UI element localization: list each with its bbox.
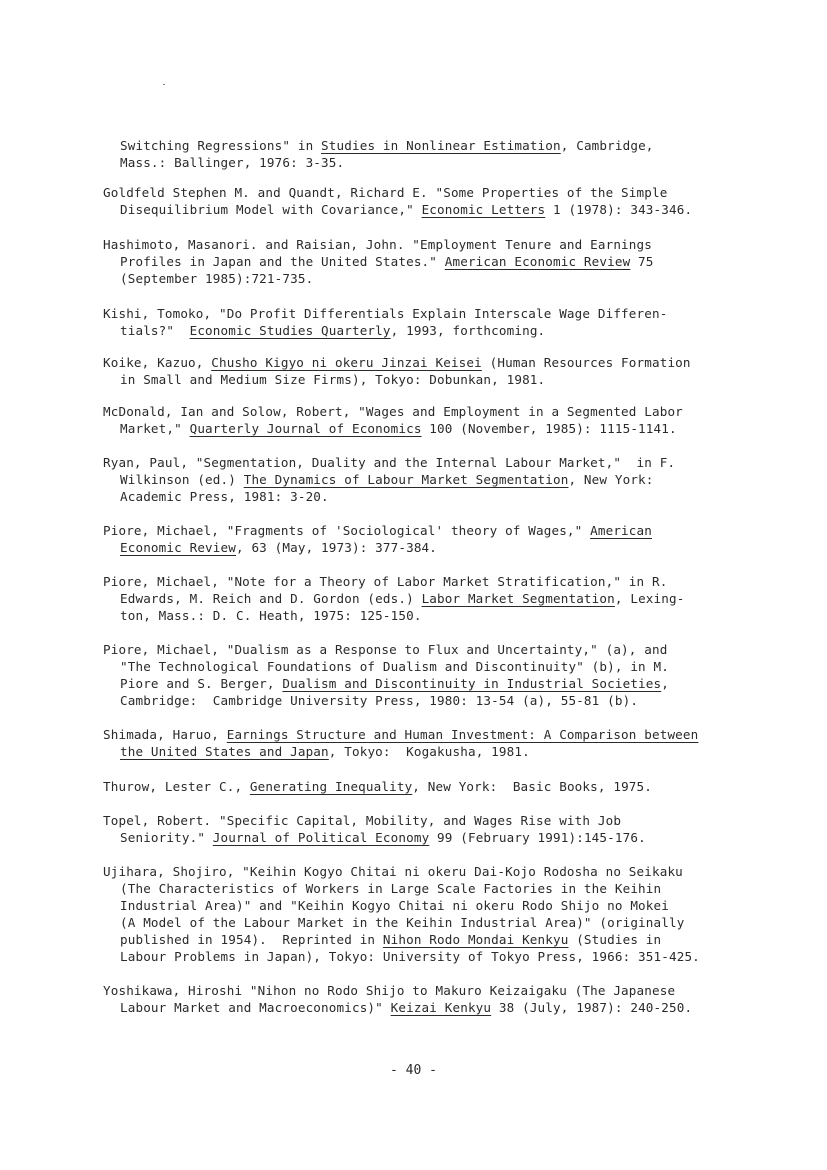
reference-text: Wilkinson (ed.) <box>120 472 244 487</box>
reference-text: (Human Resources Formation <box>481 355 691 370</box>
reference-line <box>120 322 763 339</box>
reference-text: Piore, Michael, "Dualism as a Response to Flux and Uncertainty," (a), and <box>103 642 668 657</box>
reference-text: 75 <box>630 254 654 269</box>
reference-entry <box>103 137 763 171</box>
reference-text: Labour Problems in Japan), Tokyo: University of Tokyo Press, 1966: 351-425. <box>120 949 700 964</box>
reference-title: Earnings Structure and Human Investment: A Comparison between <box>226 727 699 742</box>
reference-line <box>120 539 763 556</box>
reference-line <box>103 354 763 371</box>
reference-entry <box>103 726 763 760</box>
reference-entry <box>103 982 763 1016</box>
reference-title: Economic Studies Quarterly <box>189 323 391 338</box>
reference-text: 1 (1978): 343-346. <box>545 202 693 217</box>
reference-text: Goldfeld Stephen M. and Quandt, Richard E. "Some Properties of the Simple <box>103 185 668 200</box>
reference-entry <box>103 812 763 846</box>
reference-text: Piore and S. Berger, <box>120 676 283 691</box>
reference-line <box>120 253 763 270</box>
reference-line <box>120 999 763 1016</box>
reference-text: (A Model of the Labour Market in the Keihin Industrial Area)" (originally <box>120 915 685 930</box>
reference-text: published in 1954). Reprinted in <box>120 932 383 947</box>
reference-text: Disequilibrium Model with Covariance," <box>120 202 422 217</box>
reference-title: Keizai Kenkyu <box>390 1000 492 1015</box>
reference-entry <box>103 454 763 505</box>
reference-text: "The Technological Foundations of Dualism and Discontinuity" (b), in M. <box>120 659 669 674</box>
reference-line <box>120 658 763 675</box>
reference-text: Academic Press, 1981: 3-20. <box>120 489 329 504</box>
reference-text: 100 (November, 1985): 1115-1141. <box>421 421 677 436</box>
reference-text: , Cambridge, <box>560 138 654 153</box>
reference-text: Piore, Michael, "Note for a Theory of Labor Market Stratification," in R. <box>103 574 668 589</box>
reference-text: Ryan, Paul, "Segmentation, Duality and the Internal Labour Market," in F. <box>103 455 676 470</box>
reference-text: (Studies in <box>568 932 662 947</box>
reference-line <box>103 778 763 795</box>
reference-text: , New York: <box>568 472 654 487</box>
reference-text: , 63 (May, 1973): 377-384. <box>235 540 438 555</box>
reference-title: Studies in Nonlinear Estimation <box>321 138 561 153</box>
reference-text: Mass.: Ballinger, 1976: 3-35. <box>120 155 345 170</box>
reference-text: Profiles in Japan and the United States." <box>120 254 445 269</box>
reference-text: (The Characteristics of Workers in Large Scale Factories in the Keihin <box>120 881 662 896</box>
reference-line <box>103 403 763 420</box>
reference-text: in Small and Medium Size Firms), Tokyo: Dobunkan, 1981. <box>120 372 546 387</box>
reference-line <box>120 914 763 931</box>
reference-line <box>120 270 763 287</box>
scan-speck <box>163 84 165 85</box>
reference-line <box>120 471 763 488</box>
reference-text: Cambridge: Cambridge University Press, 1980: 13-54 (a), 55-81 (b). <box>120 693 639 708</box>
reference-text: , New York: Basic Books, 1975. <box>412 779 652 794</box>
reference-title: Dualism and Discontinuity in Industrial Societies <box>282 676 662 691</box>
reference-line <box>103 726 763 743</box>
reference-entry <box>103 778 763 795</box>
reference-text: Piore, Michael, "Fragments of 'Sociological' theory of Wages," <box>103 523 591 538</box>
reference-text: Yoshikawa, Hiroshi "Nihon no Rodo Shijo to Makuro Keizaigaku (The Japanese <box>103 983 676 998</box>
reference-text: (September 1985):721-735. <box>120 271 314 286</box>
reference-title: American <box>590 523 652 538</box>
page-number: - 40 - <box>390 1063 437 1078</box>
reference-line <box>120 488 763 505</box>
reference-text: tials?" <box>120 323 190 338</box>
reference-entry <box>103 354 763 388</box>
reference-entry <box>103 573 763 624</box>
reference-line <box>103 641 763 658</box>
reference-title: Chusho Kigyo ni okeru Jinzai Keisei <box>211 355 482 370</box>
reference-entry <box>103 236 763 287</box>
reference-line <box>120 897 763 914</box>
reference-text: Topel, Robert. "Specific Capital, Mobility, and Wages Rise with Job <box>103 813 622 828</box>
reference-line <box>120 692 763 709</box>
reference-line <box>120 201 763 218</box>
reference-text: 99 (February 1991):145-176. <box>429 830 646 845</box>
reference-line <box>120 607 763 624</box>
reference-text: Ujihara, Shojiro, "Keihin Kogyo Chitai ni okeru Dai-Kojo Rodosha no Seikaku <box>103 864 683 879</box>
reference-title: Generating Inequality <box>249 779 413 794</box>
reference-text: Switching Regressions" in <box>120 138 322 153</box>
reference-text: Market," <box>120 421 190 436</box>
reference-text: Shimada, Haruo, <box>103 727 227 742</box>
reference-title: Economic Review <box>120 540 236 555</box>
reference-line <box>120 371 763 388</box>
reference-text: Kishi, Tomoko, "Do Profit Differentials Explain Interscale Wage Differen- <box>103 306 668 321</box>
reference-line <box>120 420 763 437</box>
reference-line <box>120 137 763 154</box>
reference-line <box>103 812 763 829</box>
reference-title: American Economic Review <box>444 254 631 269</box>
reference-title: the United States and Japan <box>120 744 329 759</box>
reference-line <box>120 948 763 965</box>
reference-text: , <box>661 676 669 691</box>
reference-line <box>120 590 763 607</box>
reference-line <box>103 982 763 999</box>
reference-text: Labour Market and Macroeconomics)" <box>120 1000 391 1015</box>
reference-line <box>120 880 763 897</box>
reference-line <box>120 931 763 948</box>
reference-line <box>103 573 763 590</box>
reference-text: McDonald, Ian and Solow, Robert, "Wages and Employment in a Segmented Labor <box>103 404 683 419</box>
reference-line <box>103 236 763 253</box>
reference-text: 38 (July, 1987): 240-250. <box>491 1000 693 1015</box>
reference-line <box>103 454 763 471</box>
reference-entry <box>103 863 763 965</box>
reference-text: Hashimoto, Masanori. and Raisian, John. "Employment Tenure and Earnings <box>103 237 652 252</box>
reference-line <box>103 184 763 201</box>
reference-line <box>120 675 763 692</box>
reference-text: Thurow, Lester C., <box>103 779 250 794</box>
reference-title: The Dynamics of Labour Market Segmentation <box>243 472 569 487</box>
reference-line <box>103 863 763 880</box>
reference-title: Economic Letters <box>421 202 546 217</box>
reference-text: , Tokyo: Kogakusha, 1981. <box>328 744 530 759</box>
reference-line <box>120 154 763 171</box>
reference-title: Nihon Rodo Mondai Kenkyu <box>382 932 569 947</box>
reference-line <box>120 743 763 760</box>
reference-text: , 1993, forthcoming. <box>390 323 546 338</box>
reference-text: Koike, Kazuo, <box>103 355 212 370</box>
reference-entry <box>103 184 763 218</box>
reference-line <box>103 522 763 539</box>
reference-line <box>120 829 763 846</box>
reference-text: , Lexing- <box>614 591 685 606</box>
reference-title: Labor Market Segmentation <box>421 591 615 606</box>
reference-list <box>103 121 763 1016</box>
reference-line <box>103 305 763 322</box>
reference-text: Edwards, M. Reich and D. Gordon (eds.) <box>120 591 422 606</box>
reference-text: ton, Mass.: D. C. Heath, 1975: 125-150. <box>120 608 422 623</box>
reference-entry <box>103 305 763 339</box>
reference-title: Quarterly Journal of Economics <box>189 421 422 436</box>
reference-title: Journal of Political Economy <box>212 830 430 845</box>
reference-entry <box>103 403 763 437</box>
reference-entry <box>103 522 763 556</box>
reference-entry <box>103 641 763 709</box>
reference-text: Industrial Area)" and "Keihin Kogyo Chitai ni okeru Rodo Shijo no Mokei <box>120 898 669 913</box>
reference-text: Seniority." <box>120 830 213 845</box>
